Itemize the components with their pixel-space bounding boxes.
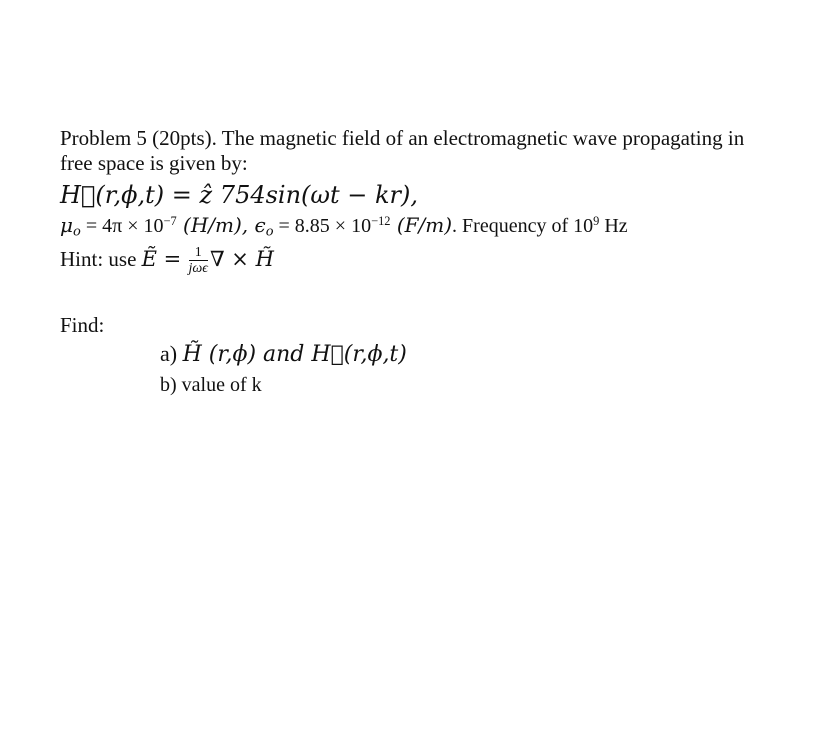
field-equation: H⃗(r,ϕ,t) = ẑ 754sin(ωt − kr), [60, 181, 419, 209]
problem-statement [60, 126, 820, 176]
frequency-text: . Frequency of 10 [452, 215, 594, 237]
list-item-a [160, 340, 407, 369]
mu-unit: (H/m), [176, 213, 255, 237]
hint-prefix: Hint: use [60, 247, 142, 271]
find-label: Find: [60, 313, 105, 337]
item-a-text: H̃ (r,ϕ) and H⃗(r,ϕ,t) [182, 342, 407, 367]
mu-subscript: o [73, 224, 81, 240]
list-item-b [160, 373, 262, 398]
hint-lhs: Ẽ = [141, 247, 182, 271]
problem-line-2: free space is given by: [60, 151, 248, 175]
item-b-marker: b) [160, 374, 177, 396]
frequency-unit: Hz [599, 215, 628, 237]
hint-line [60, 245, 274, 276]
item-b-text: value of k [181, 374, 262, 396]
constants-line [60, 212, 628, 239]
fraction-numerator: 1 [189, 246, 208, 261]
mu-symbol: μ [60, 213, 73, 237]
item-a-marker: a) [160, 341, 178, 366]
fraction-denominator: jωϵ [188, 261, 208, 277]
mu-exponent: −7 [163, 214, 177, 229]
eps-exponent: −12 [371, 214, 391, 229]
eps-unit: (F/m) [390, 213, 453, 237]
hint-rhs: ∇ × H̃ [209, 247, 274, 271]
eps-symbol: ϵ [254, 213, 266, 237]
hint-fraction [189, 246, 208, 276]
frequency-exponent: 9 [593, 214, 600, 229]
eps-value: = 8.85 × 10 [273, 215, 372, 237]
mu-value: = 4π × 10 [80, 215, 164, 237]
problem-line-1: Problem 5 (20pts). The magnetic field of an electromagnetic wave propagating in [60, 126, 745, 150]
eps-subscript: o [265, 224, 274, 240]
